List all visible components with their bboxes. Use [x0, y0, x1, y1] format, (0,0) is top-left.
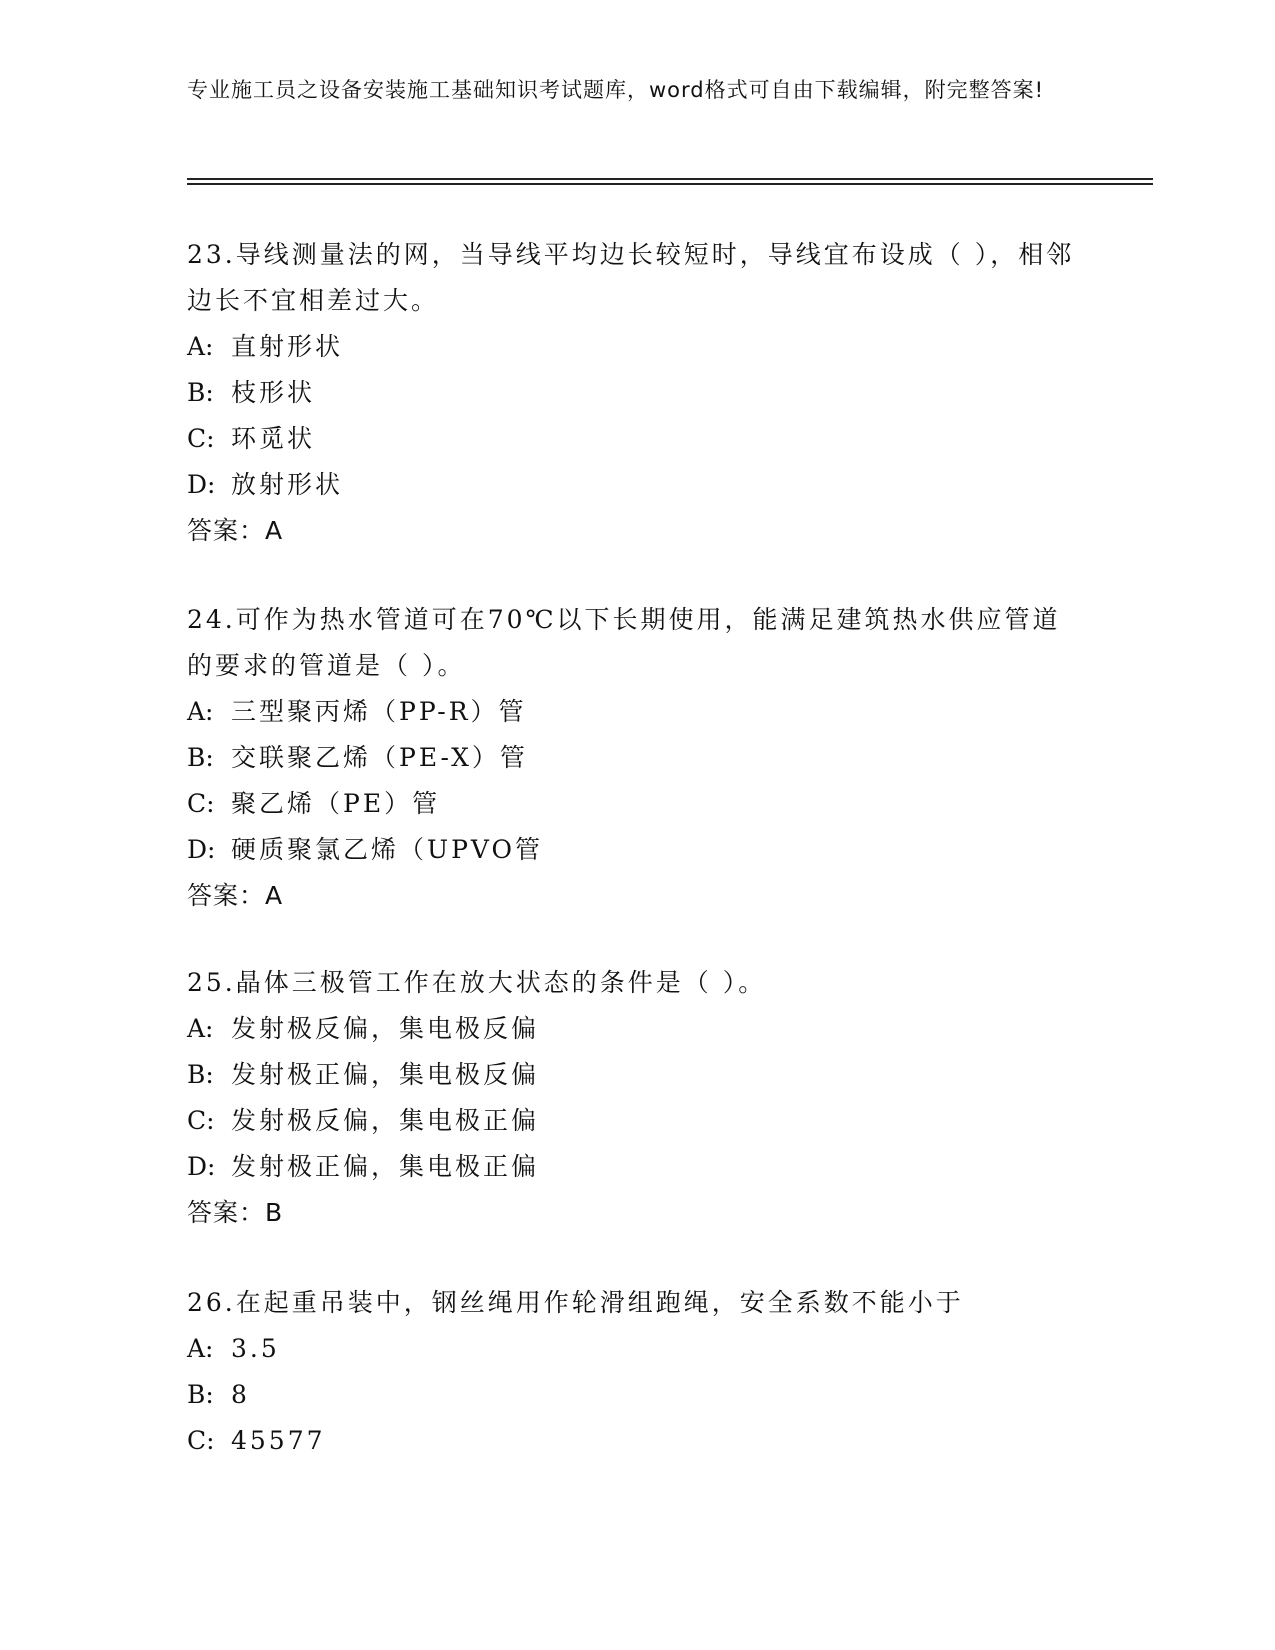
- answer-line: 答案：B: [187, 1198, 284, 1227]
- option-text: 硬质聚氯乙烯（UPVO管: [231, 835, 544, 864]
- option-text: 环觅状: [231, 424, 316, 453]
- option-key: A:: [187, 332, 214, 361]
- option-text: 发射极正偏，集电极反偏: [231, 1060, 540, 1089]
- option-text: 8: [231, 1380, 250, 1409]
- option-text: 交联聚乙烯（PE-X）管: [231, 743, 528, 772]
- option-b: [187, 1052, 1087, 1098]
- option-key: B:: [187, 1380, 214, 1409]
- question-stem: 26.在起重吊装中，钢丝绳用作轮滑组跑绳，安全系数不能小于: [187, 1288, 964, 1317]
- option-d: [187, 462, 1087, 508]
- option-key: A:: [187, 1334, 214, 1363]
- option-key: D:: [187, 1152, 216, 1181]
- option-a: [187, 1326, 1087, 1372]
- option-b: [187, 735, 1087, 781]
- question-26: [187, 1280, 1087, 1464]
- option-key: B:: [187, 743, 214, 772]
- option-key: A:: [187, 697, 214, 726]
- question-25: [187, 960, 1087, 1236]
- option-c: [187, 1418, 1087, 1464]
- option-key: D:: [187, 835, 216, 864]
- option-text: 3.5: [231, 1334, 280, 1363]
- option-key: C:: [187, 1426, 215, 1455]
- option-key: A:: [187, 1014, 214, 1043]
- option-key: C:: [187, 789, 215, 818]
- option-key: C:: [187, 1106, 215, 1135]
- option-key: B:: [187, 1060, 214, 1089]
- option-key: C:: [187, 424, 215, 453]
- answer-line: 答案：A: [187, 881, 284, 910]
- option-a: [187, 689, 1087, 735]
- question-23: [187, 232, 1087, 554]
- document-header: 专业施工员之设备安装施工基础知识考试题库，word格式可自由下载编辑，附完整答案!: [187, 78, 1045, 102]
- option-b: [187, 1372, 1087, 1418]
- option-text: 三型聚丙烯（PP-R）管: [231, 697, 527, 726]
- option-text: 发射极正偏，集电极正偏: [231, 1152, 540, 1181]
- question-stem: 24.可作为热水管道可在70℃以下长期使用，能满足建筑热水供应管道的要求的管道是（ ）。: [187, 605, 1061, 680]
- header-divider-top: [187, 178, 1153, 180]
- option-key: D:: [187, 470, 216, 499]
- option-d: [187, 1144, 1087, 1190]
- option-c: [187, 1098, 1087, 1144]
- answer-line: 答案：A: [187, 516, 284, 545]
- option-text: 直射形状: [231, 332, 344, 361]
- option-text: 45577: [231, 1426, 326, 1455]
- option-text: 聚乙烯（PE）管: [231, 789, 441, 818]
- option-key: B:: [187, 378, 214, 407]
- question-stem: 23.导线测量法的网，当导线平均边长较短时，导线宜布设成（ ），相邻边长不宜相差过大。: [187, 240, 1075, 315]
- option-d: [187, 827, 1087, 873]
- question-stem: 25.晶体三极管工作在放大状态的条件是（ ）。: [187, 968, 767, 997]
- option-c: [187, 416, 1087, 462]
- option-text: 放射形状: [231, 470, 344, 499]
- question-24: [187, 597, 1087, 919]
- option-c: [187, 781, 1087, 827]
- option-b: [187, 370, 1087, 416]
- option-text: 发射极反偏，集电极反偏: [231, 1014, 540, 1043]
- option-a: [187, 324, 1087, 370]
- option-text: 发射极反偏，集电极正偏: [231, 1106, 540, 1135]
- option-text: 枝形状: [231, 378, 316, 407]
- option-a: [187, 1006, 1087, 1052]
- header-divider-bottom: [187, 183, 1153, 185]
